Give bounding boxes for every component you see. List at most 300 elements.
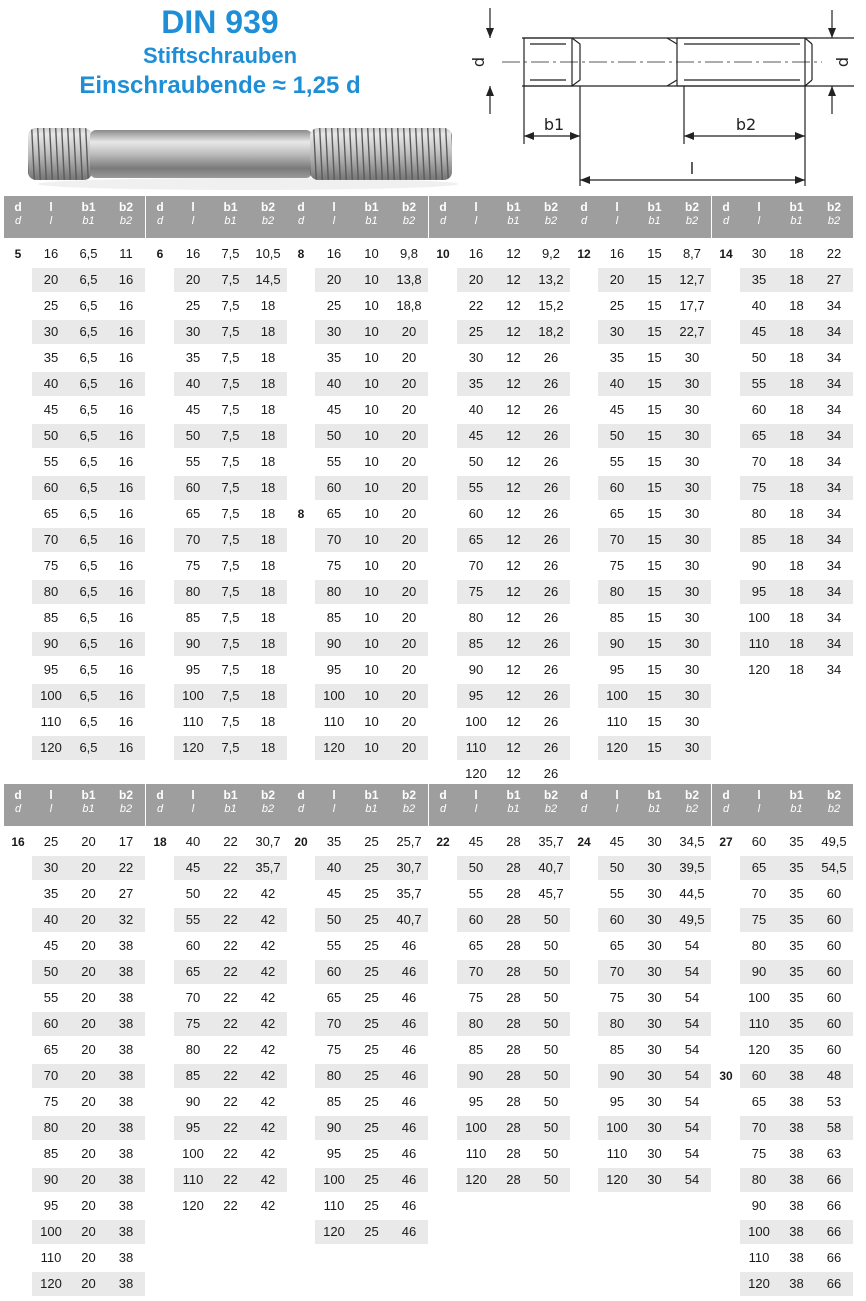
table-row xyxy=(315,1220,428,1244)
table-cell: 50 xyxy=(43,428,59,443)
table-cell: 50 xyxy=(543,1146,559,1161)
column-header-label: b2 xyxy=(401,788,416,802)
column-header-label: b1 xyxy=(223,788,238,802)
table-cell: 28 xyxy=(506,1042,521,1057)
table-cell: 50 xyxy=(543,912,559,927)
table-cell: 45 xyxy=(609,402,625,417)
table-cell: 75 xyxy=(326,1042,342,1057)
table-cell: 16 xyxy=(118,584,134,599)
label-d-left: d xyxy=(469,56,488,68)
table-cell: 54 xyxy=(684,1042,700,1057)
table-row xyxy=(598,1064,711,1088)
column-header-sublabel: b2 xyxy=(544,215,558,227)
table-cell: 18 xyxy=(789,324,804,339)
table-cell: 26 xyxy=(543,428,559,443)
column-header-label: b2 xyxy=(118,788,133,802)
table-cell: 10 xyxy=(364,506,379,521)
table-header xyxy=(4,196,145,238)
table-cell: 27 xyxy=(118,886,134,901)
table-cell: 20 xyxy=(81,1276,96,1291)
table-cell: 30 xyxy=(647,964,662,979)
table-cell: 12 xyxy=(506,688,521,703)
table-row xyxy=(598,934,711,958)
column-header-sublabel: b1 xyxy=(648,803,661,815)
table-cell: 20 xyxy=(468,272,484,287)
table-cell: 110 xyxy=(606,1146,628,1161)
table-row xyxy=(174,346,287,370)
table-cell: 6,5 xyxy=(79,506,98,521)
table-row xyxy=(457,580,570,604)
column-header xyxy=(174,196,212,238)
table-row xyxy=(598,268,711,292)
table-cell: 120 xyxy=(323,1224,345,1239)
table-row xyxy=(457,450,570,474)
table-cell: 85 xyxy=(609,1042,625,1057)
column-header-sublabel: b2 xyxy=(827,215,841,227)
table-cell: 38 xyxy=(118,1094,134,1109)
table-cell: 20 xyxy=(81,860,96,875)
table-cell: 15 xyxy=(647,350,662,365)
table-cell: 55 xyxy=(468,886,484,901)
table-cell: 6,5 xyxy=(79,584,98,599)
table-cell: 85 xyxy=(43,1146,59,1161)
label-d-right: d xyxy=(833,56,852,68)
table-row xyxy=(32,1220,145,1244)
table-cell: 12 xyxy=(506,272,521,287)
column-header xyxy=(815,784,853,826)
table-cell: 30 xyxy=(647,1068,662,1083)
table-cell: 50 xyxy=(751,350,767,365)
column-header xyxy=(390,196,428,238)
table-cell: 70 xyxy=(751,1120,767,1135)
column-header-label: b1 xyxy=(506,200,521,214)
table-cell: 45 xyxy=(185,860,201,875)
table-cell: 60 xyxy=(826,886,842,901)
table-cell: 6,5 xyxy=(79,402,98,417)
table-cell: 20 xyxy=(185,272,201,287)
table-cell: 16 xyxy=(118,714,134,729)
table-cell: 18 xyxy=(260,662,276,677)
table-row xyxy=(32,1142,145,1166)
title: DIN 939 xyxy=(161,4,279,40)
column-header-sublabel: b2 xyxy=(261,803,275,815)
table-cell: 12 xyxy=(506,428,521,443)
table-row xyxy=(598,856,711,880)
table-cell: 120 xyxy=(40,740,62,755)
table-cell: 30 xyxy=(684,480,700,495)
table-cell: 80 xyxy=(468,1016,484,1031)
table-row xyxy=(598,372,711,396)
table-cell: 120 xyxy=(40,1276,62,1291)
table-row xyxy=(740,658,853,682)
column-header-label: b2 xyxy=(684,200,699,214)
table-cell: 8,7 xyxy=(682,246,702,261)
column-header-label: d xyxy=(156,788,164,802)
table-row xyxy=(315,1168,428,1192)
table-cell: 85 xyxy=(326,610,342,625)
table-row xyxy=(315,934,428,958)
table-cell: 30 xyxy=(647,912,662,927)
table-cell: 12 xyxy=(506,246,521,261)
column-header-label: b2 xyxy=(826,788,841,802)
table-cell: 85 xyxy=(326,1094,342,1109)
diameter-label: 24 xyxy=(577,835,591,849)
table-cell: 25 xyxy=(364,1094,379,1109)
table-row xyxy=(457,908,570,932)
table-cell: 45 xyxy=(185,402,201,417)
table-cell: 20 xyxy=(81,1120,96,1135)
table-row xyxy=(174,830,287,854)
column-header-sublabel: l xyxy=(49,215,53,227)
table-cell: 35 xyxy=(468,376,484,391)
column-header-label: b1 xyxy=(647,788,662,802)
table-row xyxy=(174,882,287,906)
label-b2: b2 xyxy=(735,115,757,134)
column-header-label: b2 xyxy=(118,200,133,214)
table-cell: 18 xyxy=(260,376,276,391)
table-row xyxy=(315,908,428,932)
table-cell: 34 xyxy=(826,636,842,651)
table-row xyxy=(315,372,428,396)
table-cell: 34 xyxy=(826,480,842,495)
column-header xyxy=(4,196,32,238)
table-cell: 80 xyxy=(468,610,484,625)
table-cell: 25 xyxy=(364,1068,379,1083)
table-cell: 12 xyxy=(506,298,521,313)
table-cell: 20 xyxy=(81,1224,96,1239)
table-cell: 7,5 xyxy=(221,272,240,287)
table-cell: 70 xyxy=(43,532,59,547)
table-row xyxy=(32,476,145,500)
table-cell: 54 xyxy=(684,1094,700,1109)
table-cell: 30 xyxy=(647,886,662,901)
table-cell: 85 xyxy=(185,1068,201,1083)
table-cell: 53 xyxy=(826,1094,842,1109)
table-cell: 7,5 xyxy=(221,324,240,339)
table-row xyxy=(598,346,711,370)
table-row xyxy=(457,346,570,370)
column-header-label: b2 xyxy=(260,788,275,802)
table-cell: 34 xyxy=(826,506,842,521)
table-cell: 90 xyxy=(43,1172,59,1187)
table-cell: 42 xyxy=(260,1146,276,1161)
table-row xyxy=(174,476,287,500)
table-cell: 10 xyxy=(364,688,379,703)
column-header-label: d xyxy=(439,788,447,802)
table-cell: 25 xyxy=(43,298,59,313)
table-row xyxy=(598,424,711,448)
table-row xyxy=(598,1142,711,1166)
table-cell: 7,5 xyxy=(221,636,240,651)
table-row xyxy=(32,294,145,318)
table-cell: 34 xyxy=(826,584,842,599)
table-cell: 39,5 xyxy=(679,860,705,875)
column-header xyxy=(740,196,778,238)
table-cell: 65 xyxy=(326,506,342,521)
table-cell: 42 xyxy=(260,886,276,901)
table-cell: 100 xyxy=(748,990,770,1005)
table-cell: 22 xyxy=(223,860,238,875)
table-cell: 46 xyxy=(401,964,417,979)
column-header-label: d xyxy=(722,200,730,214)
table-cell: 65 xyxy=(43,1042,59,1057)
column-header-sublabel: l xyxy=(757,215,761,227)
table-cell: 38 xyxy=(789,1068,804,1083)
table-cell: 95 xyxy=(468,688,484,703)
table-cell: 30 xyxy=(43,860,59,875)
column-header xyxy=(249,784,287,826)
table-cell: 12 xyxy=(506,766,521,781)
table-cell: 45 xyxy=(326,402,342,417)
table-cell: 22 xyxy=(223,1172,238,1187)
table-row xyxy=(457,398,570,422)
table-row xyxy=(740,1142,853,1166)
table-row xyxy=(174,242,287,266)
table-cell: 30,7 xyxy=(255,834,281,849)
label-l: l xyxy=(689,159,695,178)
table-row xyxy=(457,268,570,292)
table-row xyxy=(315,1194,428,1218)
table-row xyxy=(174,908,287,932)
table-row xyxy=(740,424,853,448)
table-header xyxy=(429,196,570,238)
column-header-sublabel: b1 xyxy=(648,215,661,227)
table-cell: 22 xyxy=(223,990,238,1005)
column-header xyxy=(353,784,390,826)
table-cell: 20 xyxy=(81,1198,96,1213)
table-row xyxy=(315,580,428,604)
table-cell: 100 xyxy=(465,714,487,729)
table-cell: 95 xyxy=(751,584,767,599)
table-cell: 95 xyxy=(185,662,201,677)
table-cell: 45 xyxy=(468,834,484,849)
table-cell: 54 xyxy=(684,938,700,953)
column-header xyxy=(778,196,815,238)
table-cell: 10,5 xyxy=(255,246,281,261)
table-cell: 95 xyxy=(326,1146,342,1161)
table-row xyxy=(315,1116,428,1140)
table-cell: 80 xyxy=(43,584,59,599)
table-cell: 20 xyxy=(43,272,59,287)
table-cell: 7,5 xyxy=(221,714,240,729)
table-cell: 20 xyxy=(81,1016,96,1031)
table-cell: 16 xyxy=(118,662,134,677)
table-cell: 35 xyxy=(185,350,201,365)
column-header-sublabel: l xyxy=(615,215,619,227)
table-cell: 46 xyxy=(401,1068,417,1083)
table-row xyxy=(598,960,711,984)
table-row xyxy=(174,1142,287,1166)
table-cell: 120 xyxy=(465,766,487,781)
table-cell: 120 xyxy=(182,1198,204,1213)
table-cell: 35 xyxy=(789,912,804,927)
table-cell: 32 xyxy=(118,912,134,927)
table-cell: 54 xyxy=(684,1146,700,1161)
table-cell: 42 xyxy=(260,990,276,1005)
table-cell: 75 xyxy=(185,1016,201,1031)
table-cell: 66 xyxy=(826,1250,842,1265)
table-cell: 38 xyxy=(789,1198,804,1213)
diameter-label: 27 xyxy=(719,835,733,849)
table-cell: 42 xyxy=(260,938,276,953)
table-row xyxy=(740,1168,853,1192)
table-cell: 25 xyxy=(364,1016,379,1031)
table-cell: 30,7 xyxy=(396,860,422,875)
table-cell: 26 xyxy=(543,376,559,391)
column-header-label: b1 xyxy=(506,788,521,802)
table-cell: 22 xyxy=(223,1042,238,1057)
table-cell: 6,5 xyxy=(79,714,98,729)
table-row xyxy=(457,424,570,448)
table-cell: 38 xyxy=(789,1094,804,1109)
page-title xyxy=(0,2,440,102)
table-cell: 22 xyxy=(223,1094,238,1109)
table-row xyxy=(457,1090,570,1114)
table-cell: 12 xyxy=(506,662,521,677)
table-cell: 22 xyxy=(826,246,842,261)
table-cell: 50 xyxy=(543,1094,559,1109)
table-cell: 6,5 xyxy=(79,532,98,547)
table-cell: 18 xyxy=(789,298,804,313)
table-row xyxy=(174,450,287,474)
table-row xyxy=(740,908,853,932)
table-cell: 34 xyxy=(826,558,842,573)
table-cell: 65 xyxy=(609,938,625,953)
table-row xyxy=(32,830,145,854)
table-cell: 10 xyxy=(364,714,379,729)
table-cell: 65 xyxy=(609,506,625,521)
table-cell: 7,5 xyxy=(221,610,240,625)
table-cell: 75 xyxy=(468,584,484,599)
table-cell: 10 xyxy=(364,740,379,755)
table-cell: 28 xyxy=(506,1146,521,1161)
table-cell: 25 xyxy=(364,1172,379,1187)
table-row xyxy=(315,450,428,474)
table-row xyxy=(174,986,287,1010)
table-cell: 34,5 xyxy=(679,834,705,849)
table-row xyxy=(32,1272,145,1296)
table-cell: 110 xyxy=(40,714,62,729)
table-cell: 35,7 xyxy=(255,860,281,875)
table-cell: 12 xyxy=(506,506,521,521)
table-cell: 95 xyxy=(609,662,625,677)
table-cell: 60 xyxy=(468,912,484,927)
table-cell: 38 xyxy=(789,1224,804,1239)
table-row xyxy=(598,606,711,630)
table-cell: 27 xyxy=(826,272,842,287)
table-cell: 38 xyxy=(118,1198,134,1213)
table-cell: 20 xyxy=(401,584,417,599)
table-cell: 45 xyxy=(751,324,767,339)
table-row xyxy=(457,1116,570,1140)
table-cell: 45 xyxy=(468,428,484,443)
table-cell: 28 xyxy=(506,1016,521,1031)
table-cell: 40 xyxy=(609,376,625,391)
table-cell: 54 xyxy=(684,964,700,979)
column-header-sublabel: d xyxy=(580,803,588,815)
table-cell: 38 xyxy=(118,1120,134,1135)
column-header-sublabel: l xyxy=(332,803,336,815)
table-row xyxy=(315,1064,428,1088)
table-cell: 20 xyxy=(81,938,96,953)
table-row xyxy=(598,580,711,604)
diameter-label: 18 xyxy=(153,835,167,849)
table-cell: 50 xyxy=(543,964,559,979)
table-cell: 90 xyxy=(751,1198,767,1213)
table-cell: 12 xyxy=(506,402,521,417)
table-header xyxy=(146,196,287,238)
table-cell: 100 xyxy=(606,688,628,703)
table-row xyxy=(174,320,287,344)
table-row xyxy=(32,658,145,682)
table-cell: 35 xyxy=(751,272,767,287)
table-cell: 12 xyxy=(506,480,521,495)
table-cell: 65 xyxy=(468,938,484,953)
table-cell: 18 xyxy=(260,558,276,573)
table-row xyxy=(174,960,287,984)
table-cell: 35 xyxy=(789,938,804,953)
column-header xyxy=(429,196,457,238)
table-cell: 120 xyxy=(748,1276,770,1291)
table-row xyxy=(315,1038,428,1062)
table-row xyxy=(174,684,287,708)
table-row xyxy=(598,658,711,682)
table-row xyxy=(32,450,145,474)
column-header xyxy=(70,784,107,826)
table-cell: 40,7 xyxy=(538,860,564,875)
table-cell: 80 xyxy=(751,938,767,953)
table-cell: 26 xyxy=(543,506,559,521)
column-header-sublabel: b2 xyxy=(544,803,558,815)
table-cell: 45 xyxy=(609,834,625,849)
table-cell: 55 xyxy=(751,376,767,391)
table-cell: 120 xyxy=(748,1042,770,1057)
column-header-sublabel: l xyxy=(191,215,195,227)
column-header-sublabel: d xyxy=(297,803,305,815)
table-cell: 7,5 xyxy=(221,298,240,313)
table-cell: 90 xyxy=(609,636,625,651)
column-header xyxy=(636,196,673,238)
column-header xyxy=(4,784,32,826)
table-cell: 34 xyxy=(826,324,842,339)
table-cell: 34 xyxy=(826,454,842,469)
column-header xyxy=(315,784,353,826)
table-header xyxy=(712,784,853,826)
table-cell: 7,5 xyxy=(221,428,240,443)
table-row xyxy=(740,882,853,906)
table-cell: 18 xyxy=(789,662,804,677)
table-row xyxy=(457,658,570,682)
table-cell: 100 xyxy=(748,1224,770,1239)
table-cell: 35 xyxy=(43,886,59,901)
table-cell: 7,5 xyxy=(221,454,240,469)
table-cell: 50 xyxy=(543,938,559,953)
table-cell: 60 xyxy=(185,938,201,953)
table-cell: 30 xyxy=(684,428,700,443)
diameter-label: 16 xyxy=(11,835,25,849)
table-cell: 28 xyxy=(506,1120,521,1135)
table-row xyxy=(174,424,287,448)
table-cell: 70 xyxy=(751,454,767,469)
table-cell: 18 xyxy=(789,532,804,547)
column-header-sublabel: d xyxy=(722,215,730,227)
table-cell: 55 xyxy=(609,454,625,469)
table-row xyxy=(32,502,145,526)
table-cell: 95 xyxy=(468,1094,484,1109)
table-cell: 50 xyxy=(185,886,201,901)
table-row xyxy=(598,476,711,500)
table-cell: 25 xyxy=(185,298,201,313)
